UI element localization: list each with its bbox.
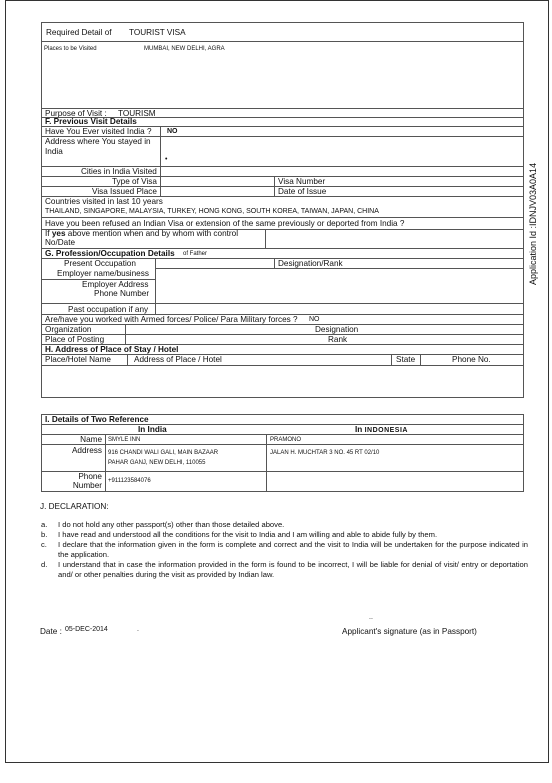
row-line (41, 471, 524, 472)
countries-visited-label: Countries visited in last 10 years (45, 197, 163, 206)
no-date-label: No/Date (45, 238, 76, 247)
header-divider (41, 41, 524, 42)
ref-phone-label-1: Phone (78, 472, 102, 481)
refused-question: Have you been refused an Indian Visa or extension of the same previously or deported from India ? (45, 219, 405, 228)
page-border-right (548, 0, 549, 762)
visited-question: Have You Ever visited India ? (45, 127, 152, 136)
organization-label: Organization (45, 325, 92, 334)
declaration-item (41, 540, 528, 559)
countries-visited-value: THAILAND, SINGAPORE, MALAYSIA, TURKEY, HONG KONG, SOUTH KOREA, TAIWAN, JAPAN, CHINA (45, 208, 379, 215)
row-line (41, 334, 524, 335)
visited-answer: NO (167, 128, 178, 135)
place-of-posting-label: Place of Posting (45, 335, 105, 344)
page-border-top (5, 0, 549, 1)
armed-forces-answer: NO (309, 316, 320, 323)
col-line (155, 258, 156, 303)
purpose-value: TOURISM (118, 109, 156, 118)
declaration-letter: c. (41, 540, 47, 549)
declaration-item (41, 530, 528, 540)
ref-address-label: Address (71, 446, 102, 455)
header-right-line (523, 22, 524, 108)
required-detail-label: Required Detail of (46, 28, 112, 37)
date-dot: . (137, 626, 139, 633)
ref-address-india-2: PAHAR GANJ, NEW DELHI, 110055 (108, 460, 206, 466)
declaration-letter: b. (41, 530, 48, 539)
declaration-letter: d. (41, 560, 48, 569)
designation-rank-label: Designation/Rank (278, 259, 343, 268)
col-line (105, 434, 106, 492)
if-yes-prefix: If (45, 229, 50, 238)
col-line (420, 354, 421, 365)
declaration-text: I understand that in case the information provided in the form is found to be incorrect, I will be liable for denial of visit/ entry or deportation and/ or other penalties during the visit as provided by Indian law. (58, 560, 528, 579)
row-line (41, 434, 524, 435)
row-line (41, 424, 524, 425)
address-stayed-label: Address where You stayed in India (45, 137, 151, 156)
type-of-visa-label: Type of Visa (112, 177, 157, 186)
ref-name-label: Name (80, 435, 102, 444)
visa-issued-place-label: Visa Issued Place (92, 187, 157, 196)
if-yes-line (45, 229, 238, 238)
col-state: State (396, 355, 416, 364)
employer-address-label: Employer Address (82, 280, 149, 289)
section-i-title: I. Details of Two Reference (45, 415, 149, 424)
if-yes-rest: above mention when and by whom with control (67, 229, 239, 238)
header-left-line (41, 22, 42, 108)
present-occupation-label: Present Occupation (64, 259, 136, 268)
ref-address-india-1: 916 CHANDI WALI GALI, MAIN BAZAAR (108, 450, 219, 456)
row-line (41, 491, 524, 492)
col-line (155, 303, 156, 314)
col-line (265, 229, 266, 249)
declaration-letter: a. (41, 520, 48, 529)
cities-visited-label: Cities in India Visited (81, 167, 157, 176)
past-occupation-label: Past occupation if any (68, 305, 149, 314)
in-label: In (355, 425, 363, 434)
ref-phone-label-2: Number (72, 481, 102, 490)
if-yes-bold: yes (51, 229, 66, 238)
armed-forces-question: Are/have you worked with Armed forces/ Police/ Para Military forces ? (45, 315, 298, 324)
ref-address-abroad: JALAN H. MUCHTAR 3 NO. 45 RT 02/10 (270, 450, 380, 456)
date-of-issue-label: Date of Issue (278, 187, 327, 196)
purpose-label: Purpose of Visit : (45, 109, 107, 118)
visa-number-label: Visa Number (278, 177, 326, 186)
row-line (41, 365, 524, 366)
date-label: Date : (40, 627, 62, 636)
visa-type: TOURIST VISA (129, 28, 186, 37)
date-value: 05-DEC-2014 (65, 626, 108, 633)
header-top-line (41, 22, 524, 23)
table-left-line (41, 414, 42, 492)
col-hotel-address: Address of Place / Hotel (134, 355, 222, 364)
ref-name-india: SMYLE INN (108, 437, 141, 443)
section-g-title: G. Profession/Occupation Details (45, 249, 175, 258)
declaration-text: I do not hold any other passport(s) other than those detailed above. (58, 520, 285, 529)
row-line (41, 397, 524, 398)
designation-label: Designation (315, 325, 359, 334)
in-india-header: In India (138, 425, 167, 434)
ref-phone-india: +911123584076 (108, 478, 151, 484)
row-line (155, 268, 524, 269)
row-line (41, 324, 524, 325)
in-abroad-header (355, 425, 408, 434)
row-line (41, 217, 524, 218)
signature-label: Applicant's signature (as in Passport) (342, 627, 477, 636)
page-border-left (5, 0, 6, 762)
address-stayed-mark: • (165, 156, 168, 163)
declaration-text: I declare that the information given in the form is complete and correct and the visit to India will be undertaken for the purpose indicated in the application. (58, 540, 528, 559)
col-line (160, 166, 161, 196)
ref-name-abroad: PRAMONO (270, 437, 302, 443)
application-id: Application Id :IDNJV03A0A14 (528, 162, 538, 285)
employer-name-label: Employer name/business (57, 269, 149, 278)
in-country: INDONESIA (364, 427, 408, 434)
section-f-title: F. Previous Visit Details (45, 117, 137, 126)
col-line (127, 354, 128, 365)
signature-dots: .. (369, 614, 373, 621)
section-h-title: H. Address of Place of Stay / Hotel (45, 345, 179, 354)
col-line (274, 258, 275, 268)
col-line (160, 126, 161, 166)
row-line (41, 444, 524, 445)
col-phone: Phone No. (452, 355, 491, 364)
col-line (391, 354, 392, 365)
declaration-item (41, 560, 528, 579)
rank-label: Rank (328, 335, 348, 344)
col-hotel-name: Place/Hotel Name (45, 355, 111, 364)
declaration-item (41, 520, 528, 530)
of-father-label: of Father (183, 251, 208, 257)
page-border-bottom (5, 762, 549, 763)
phone-number-label: Phone Number (94, 289, 150, 298)
places-value: MUMBAI, NEW DELHI, AGRA (144, 46, 225, 52)
declaration-title: J. DECLARATION: (40, 502, 109, 511)
table-right-line (523, 414, 524, 492)
row-line (41, 303, 524, 304)
col-line (266, 434, 267, 492)
declaration-text: I have read and understood all the conditions for the visit to India and I am willing and able to abide fully by them. (58, 530, 438, 539)
places-label: Places to be Visited (44, 46, 97, 52)
row-line (41, 108, 524, 109)
